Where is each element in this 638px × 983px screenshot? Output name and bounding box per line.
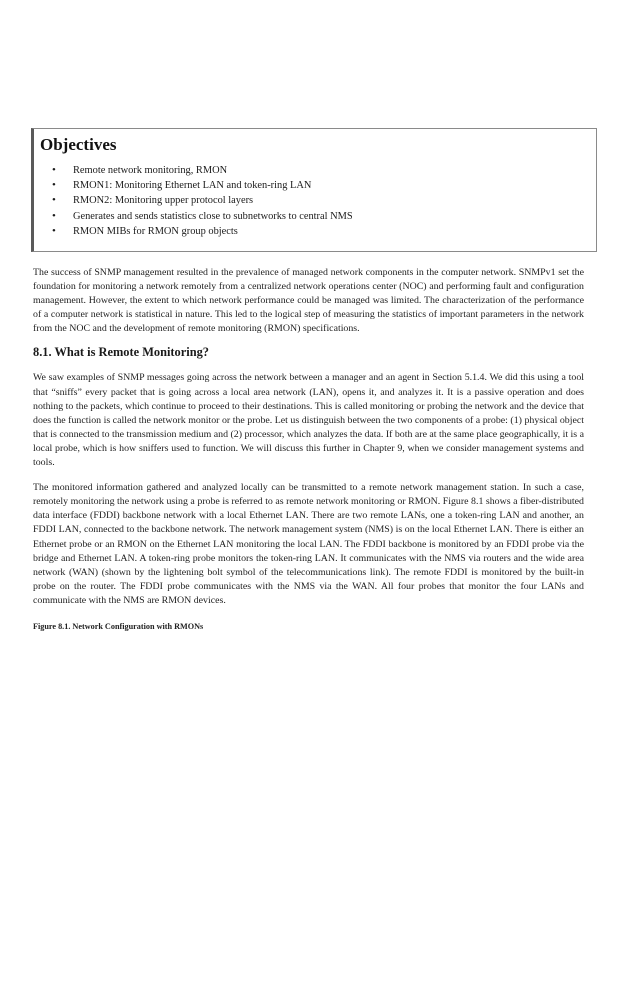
figure-caption: Figure 8.1. Network Configuration with RMONs [33, 621, 204, 631]
objectives-box [31, 128, 597, 252]
objective-item: • RMON1: Monitoring Ethernet LAN and token-ring LAN [48, 178, 353, 193]
objective-item: • RMON2: Monitoring upper protocol layers [48, 193, 353, 208]
section-heading: 8.1. What is Remote Monitoring? [33, 345, 209, 360]
body-paragraph: We saw examples of SNMP messages going across the network between a manager and an agent in Section 5.1.4. We did this using a tool that “sniffs” every packet that is going across a local area network (LAN), opens it, and analyzes it. It is a passive operation and does nothing to the packets, which continue to proceed to their destinations. This is called monitoring or probing the network and the device that does the function is called the network monitor or the probe. Let us distinguish between the two components of a probe: (1) physical object that is connected to the transmission medium and (2) processor, which analyzes the data. If both are at the same place geographically, it is a local probe, which is how sniffers used to function. We will discuss this further in Chapter 9, when we consider management systems and tools. [33, 372, 584, 469]
objectives-title: Objectives [40, 135, 117, 154]
objective-item: • Generates and sends statistics close to subnetworks to central NMS [48, 209, 353, 224]
objective-item: • Remote network monitoring, RMON [48, 163, 353, 178]
body-paragraph: The monitored information gathered and analyzed locally can be transmitted to a remote network management station. In such a case, remotely monitoring the network using a probe is referred to as remote network monitoring or RMON. Figure 8.1 shows a fiber-distributed data interface (FDDI) backbone network with a local Ethernet LAN. There are two remote LANs, one a token-ring LAN and another, an FDDI LAN, connected to the backbone network. The network management system (NMS) is on the local Ethernet LAN. There is either an Ethernet probe or an RMON on the Ethernet LAN monitoring the local LAN. The FDDI backbone is monitored by an FDDI probe via the bridge and Ethernet LAN. A token-ring probe monitors the token-ring LAN. It communicates with the NMS via routers and the wide area network (WAN) (shown by the lightening bolt symbol of the telecommunications link). The remote FDDI is monitored by the built-in probe on the router. The FDDI probe communicates with the NMS via the WAN. All four probes that monitor the four LANs and communicate with the NMS are RMON devices. [33, 482, 584, 606]
page-content [33, 266, 584, 631]
intro-paragraph: The success of SNMP management resulted in the prevalence of managed network components in the computer network. SNMPv1 set the foundation for monitoring a network remotely from a centralized network operations center (NOC) and performing fault and configuration management. However, the extent to which network performance could be managed was limited. The characterization of the performance of a computer network is statistical in nature. This led to the logical step of measuring the statistics of important parameters in the network from the NOC and the development of remote monitoring (RMON) specifications. [33, 267, 584, 335]
objective-item: • RMON MIBs for RMON group objects [48, 224, 353, 239]
objectives-list [48, 163, 353, 239]
